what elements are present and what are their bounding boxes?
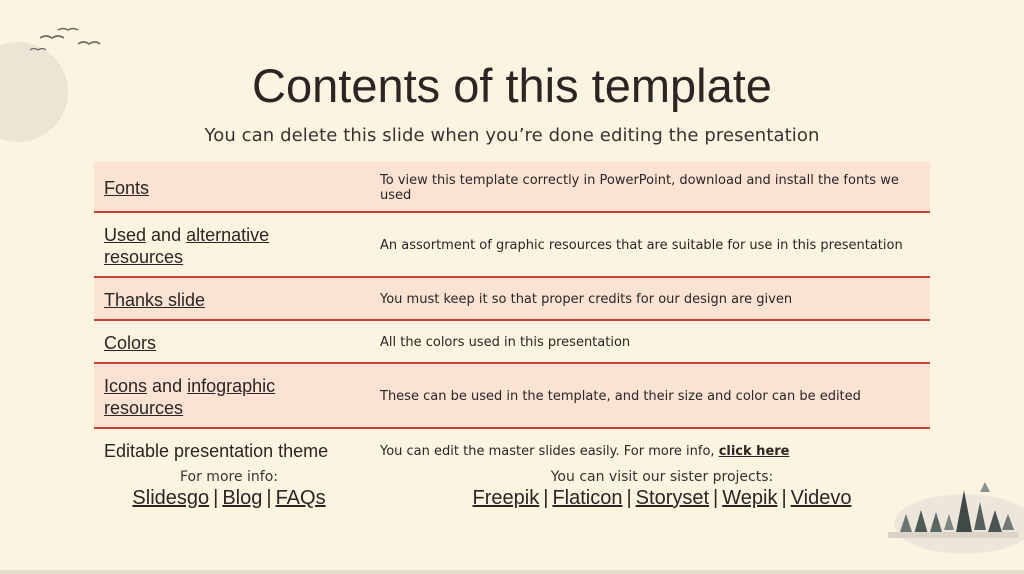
flaticon-link[interactable]: Flaticon [552,487,623,509]
click-here-link[interactable]: click here [718,443,790,459]
row-label [104,289,364,311]
row-description: To view this template correctly in PowerPoint, download and install the fonts we used [380,172,899,203]
slidesgo-link[interactable]: Slidesgo [132,487,210,509]
separator: | [781,487,787,509]
alternative-resources-link[interactable]: alternative [186,224,270,245]
colors-link[interactable]: Colors [104,332,157,353]
sister-projects-label: You can visit our sister projects: [550,469,774,485]
fonts-link[interactable]: Fonts [104,177,150,198]
ground-shape [888,532,1018,538]
table-row [94,278,930,321]
row-description: These can be used in the template, and their size and color can be edited [380,389,861,404]
bird-icon [78,42,100,44]
slide-bottom-border [0,570,1024,574]
row-description: You must keep it so that proper credits for our design are given [380,292,793,307]
separator: | [213,487,219,509]
thanks-slide-link[interactable]: Thanks slide [104,289,206,310]
blog-link[interactable]: Blog [222,487,263,509]
infographic-resources-link[interactable]: infographic [187,375,276,396]
and-text: and [152,375,183,396]
row-description: All the colors used in this presentation [380,335,631,350]
table-row [94,364,930,429]
row-description [380,444,925,459]
storyset-link[interactable]: Storyset [635,487,710,509]
row-divider [94,427,930,429]
row-label [104,177,364,199]
wepik-link[interactable]: Wepik [722,487,778,509]
forest-decoration [880,470,1024,570]
page-title: Contents of this template [252,59,772,112]
bird-icon [40,36,64,38]
table-row [94,321,930,364]
tree-icon [980,482,990,492]
bird-icon [58,29,78,31]
row-description: An assortment of graphic resources that are suitable for use in this presentation [380,238,903,253]
sister-projects-links [440,487,884,510]
alternative-resources-link-line2[interactable]: resources [104,246,184,267]
freepik-link[interactable]: Freepik [472,487,540,509]
separator: | [266,487,272,509]
used-link[interactable]: Used [104,224,147,245]
row-label [104,375,364,419]
more-info-links [100,487,358,510]
more-info-label: For more info: [179,469,278,485]
and-text: and [151,224,182,245]
faqs-link[interactable]: FAQs [275,487,326,509]
icons-link[interactable]: Icons [104,375,148,396]
separator: | [543,487,549,509]
row-label [104,224,364,268]
table-row [94,432,930,470]
page-subtitle: You can delete this slide when you’re done editing the presentation [204,125,820,146]
infographic-resources-link-line2[interactable]: resources [104,397,184,418]
separator: | [713,487,719,509]
row-label [104,332,364,354]
table-row [94,162,930,213]
row-label: Editable presentation theme [104,441,329,461]
videvo-link[interactable]: Videvo [790,487,852,509]
separator: | [626,487,632,509]
table-row [94,213,930,278]
description-text: You can edit the master slides easily. For more info, [380,443,719,459]
